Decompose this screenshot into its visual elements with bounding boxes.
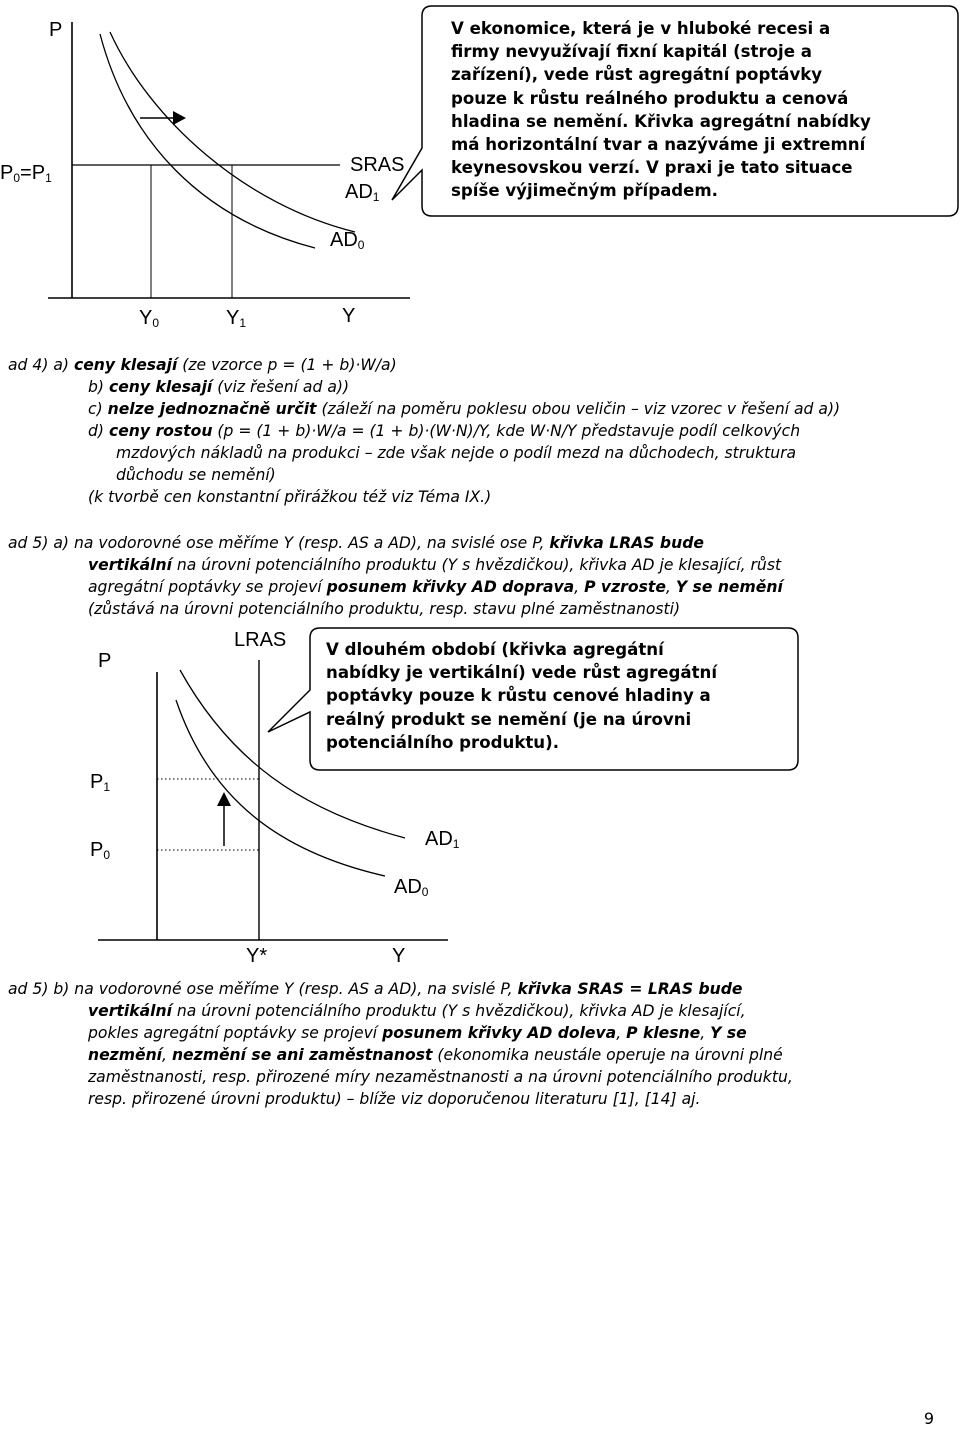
callout-line: potenciálního produktu). bbox=[326, 732, 560, 752]
fig1-axis-x-label: Y bbox=[342, 305, 356, 327]
fig2-axis-y-label: P bbox=[98, 650, 112, 672]
para-line: (k tvorbě cen konstantní přirážkou též viz Téma IX.) bbox=[88, 488, 492, 506]
page-number: 9 bbox=[923, 1409, 934, 1428]
fig2-axis-x-label: Y bbox=[392, 945, 406, 967]
fig2-p0-label: $P_0$ bbox=[90, 839, 111, 862]
fig2-ystar-label: Y* bbox=[246, 945, 268, 967]
fig1-x-tick-y0: $Y_0$ bbox=[139, 307, 160, 330]
para-line: důchodu se nemění) bbox=[116, 466, 276, 484]
para-line: c) nelze jednoznačně určit (záleží na poměru poklesu obou veličin – viz vzorec v řešení ad a)) bbox=[88, 400, 841, 418]
callout-line: nabídky je vertikální) vede růst agregátní bbox=[326, 663, 718, 683]
para-line: b) ceny klesají (viz řešení ad a)) bbox=[88, 378, 350, 396]
para-line: nezmění, nezmění se ani zaměstnanost (ekonomika neustále operuje na úrovni plné bbox=[88, 1046, 783, 1064]
fig2-p1-label: $P_1$ bbox=[90, 771, 111, 794]
fig2-arrowhead-icon bbox=[217, 792, 231, 806]
para-line: mzdových nákladů na produkci – zde však nejde o podíl mezd na důchodech, struktura bbox=[116, 444, 797, 462]
callout-line: má horizontální tvar a nazýváme ji extremní bbox=[451, 135, 866, 155]
callout-line: poptávky pouze k růstu cenové hladiny a bbox=[326, 686, 711, 706]
paragraph-ad4 bbox=[8, 354, 958, 508]
fig1-arrowhead-icon bbox=[173, 111, 186, 125]
para-line: ad 5) b) na vodorovné ose měříme Y (resp. AS a AD), na svislé P, křivka SRAS = LRAS bude bbox=[8, 980, 743, 998]
callout-line: spíše výjimečným případem. bbox=[451, 181, 718, 201]
para-line: ad 5) a) na vodorovné ose měříme Y (resp. AS a AD), na svislé ose P, křivka LRAS bude bbox=[8, 534, 704, 552]
callout-line: pouze k růstu reálného produktu a cenová bbox=[451, 88, 849, 108]
para-line: ad 4) a) ceny klesají (ze vzorce p = (1 + b)·W/a) bbox=[8, 356, 397, 374]
callout-line: reálný produkt se nemění (je na úrovni bbox=[326, 709, 692, 729]
fig1-sras-label: SRAS bbox=[350, 154, 405, 176]
para-line: vertikální na úrovni potenciálního produktu (Y s hvězdičkou), křivka AD je klesající, růst bbox=[88, 556, 782, 574]
paragraph-ad5b bbox=[8, 978, 958, 1110]
callout-line: keynesovskou verzí. V praxi je tato situace bbox=[451, 158, 853, 178]
para-line: zaměstnanosti, resp. přirozené míry nezaměstnanosti a na úrovni potenciálního produktu, bbox=[88, 1068, 793, 1086]
callout-line: V ekonomice, která je v hluboké recesi a bbox=[451, 19, 831, 38]
para-line: d) ceny rostou (p = (1 + b)·W/a = (1 + b)·(W·N)/Y, kde W·N/Y představuje podíl celkových bbox=[88, 422, 801, 440]
fig1-ad1-label: $AD_1$ bbox=[345, 181, 380, 204]
paragraph-ad5a bbox=[8, 532, 958, 620]
fig1-axis-y-label: P bbox=[49, 19, 63, 41]
para-line: agregátní poptávky se projeví posunem křivky AD doprava, P vzroste, Y se nemění bbox=[88, 578, 783, 596]
callout-line: firmy nevyužívají fixní kapitál (stroje a bbox=[451, 42, 812, 62]
fig2-lras-label: LRAS bbox=[234, 629, 287, 651]
para-line: (zůstává na úrovni potenciálního produktu, resp. stavu plné zaměstnanosti) bbox=[88, 600, 681, 618]
fig1-ad0-curve bbox=[100, 34, 315, 248]
fig2-callout-text bbox=[326, 638, 796, 754]
callout-line: V dlouhém období (křivka agregátní bbox=[326, 640, 664, 659]
fig1-x-tick-y1: $Y_1$ bbox=[226, 307, 247, 330]
fig2-ad0-label: $AD_0$ bbox=[394, 876, 429, 899]
fig2-ad1-label: $AD_1$ bbox=[425, 828, 460, 851]
fig1-price-label: $P_0=P_1$ bbox=[0, 162, 52, 185]
para-line: vertikální na úrovni potenciálního produktu (Y s hvězdičkou), křivka AD je klesající, bbox=[88, 1002, 746, 1020]
callout-line: hladina se nemění. Křivka agregátní nabídky bbox=[451, 111, 871, 131]
callout-line: zařízení), vede růst agregátní poptávky bbox=[451, 65, 823, 85]
fig1-callout-text bbox=[451, 17, 951, 203]
para-line: pokles agregátní poptávky se projeví posunem křivky AD doleva, P klesne, Y se bbox=[88, 1024, 747, 1042]
fig1-ad0-label: $AD_0$ bbox=[330, 229, 365, 252]
para-line: resp. přirozené úrovni produktu) – blíže viz doporučenou literaturu [1], [14] aj. bbox=[88, 1090, 701, 1108]
